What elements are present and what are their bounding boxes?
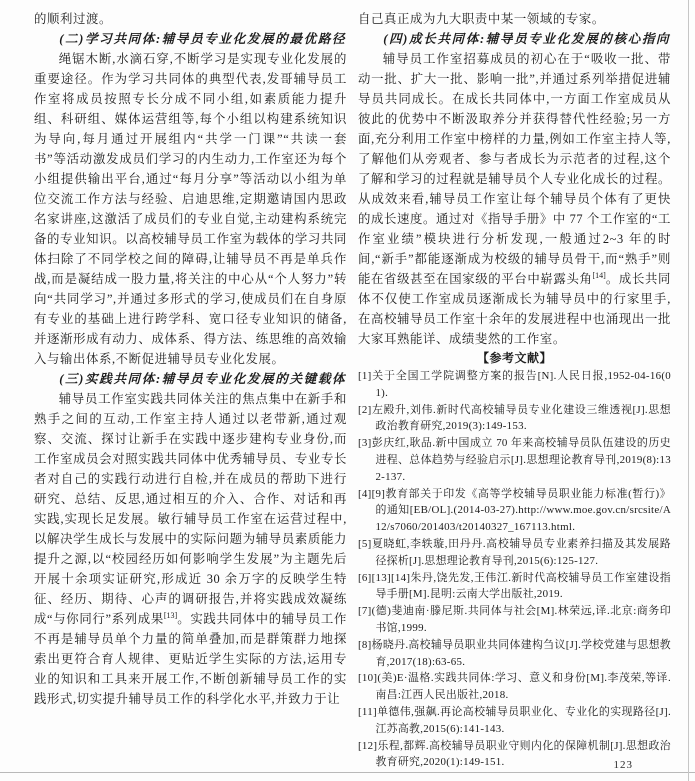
reference-item-1: [1]关于全国工学院调整方案的报告[N].人民日报,1952-04-16(01).	[358, 370, 671, 399]
paragraph-text-segment: 辅导员工作室招募成员的初心在于“吸收一批、带动一批、扩大一批、影响一批”,并通过系列举措促进辅导员共同成长。在成长共同体中,一方面工作室成员从彼此的优势中不断汲取养分并获得替代性经验;另一方面,充分利用工作室中榜样的力量,例如工作室主持人等,了解他们从旁观者、参与者成长为示范者的过程,这个了解和学习的过程就是辅导员个人专业化成长的过程。从成效来看,辅导员工作室让每个辅导员个体有了更快的成长速度。通过对《指导手册》中 77 个工作室的“工作室业绩”模块进行分析发现,一般通过2~3 年的时间,“新手”都能逐渐成为校级的辅导员骨干,而“熟手”则能在省级甚至在国家级的平台中崭露头角	[358, 52, 671, 286]
references-list	[358, 368, 671, 771]
right-column	[358, 9, 671, 771]
paragraph-text-segment: 。实践共同体中的辅导员工作不再是辅导员单个力量的简单叠加,而是群策群力地探索出更符合育人规律、更贴近学生实际的方法,运用专业的知识和工具来开展工作,不断创新辅导员工作的实践形式,切实提升辅导员工作的科学化水平,并致力于让	[34, 612, 347, 706]
body-paragraph-growth-community	[358, 49, 671, 349]
body-paragraph-practice-community	[34, 389, 347, 709]
reference-item-10: [10](美)E·温格.实践共同体:学习、意义和身份[M].李茂荣,等译.南昌:江西人民出版社,2018.	[358, 672, 671, 702]
paragraph-text-segment: 。成长共同体不仅使工作室成员逐渐成长为辅导员中的行家里手,在高校辅导员工作室十余年的发展进程中也涌现出一批大家耳熟能详、成绩斐然的工作室。	[358, 272, 671, 346]
reference-item-7: [7](德)斐迪南·滕尼斯.共同体与社会[M].林荣远,译.北京:商务印书馆,1999.	[358, 605, 671, 634]
reference-item-6: [6][13][14]朱丹,饶先发,王伟江.新时代高校辅导员工作室建设指导手册[M].昆明:云南大学出版社,2019.	[358, 571, 671, 601]
paragraph-carryover-left: 的顺利过渡。	[34, 12, 112, 26]
paragraph-text-segment: 辅导员工作室实践共同体关注的焦点集中在新手和熟手之间的互动,工作室主持人通过以老带新,通过观察、交流、探讨让新手在实践中逐步建构专业身份,而工作室成员会对照实践共同体中优秀辅导员、专业专长者对自己的实践行动进行自检,并在成员的帮助下进行研究、总结、反思,通过相互的介入、合作、对话和再实践,实现长足发展。敏行辅导员工作室在运营过程中,以解决学生成长与发展中的实际问题为辅导员素质能力提升之源,以“校园经历如何影响学生发展”为主题先后开展十余项实证研究,形成近 30 余万字的反映学生特征、经历、期待、心声的调研报告,并将实践成效凝练成“与你同行”系列成果	[34, 392, 347, 626]
section-heading-4: (四)成长共同体:辅导员专业化发展的核心指向	[383, 32, 671, 46]
page-bottom-edge-line	[0, 772, 695, 773]
references-header: 【参考文献】	[476, 351, 552, 365]
left-column	[34, 9, 347, 771]
page-number: 123	[613, 759, 633, 771]
section-heading-2: (二)学习共同体:辅导员专业化发展的最优路径	[59, 32, 347, 46]
reference-item-8: [8]杨晓丹.高校辅导员职业共同体建构刍议[J].学校党建与思想教育,2017(18):63-65.	[358, 638, 671, 668]
reference-item-12: [12]乐程,都辉.高校辅导员职业守则内化的保障机制[J].思想政治教育研究,2020(1):149-151.	[358, 739, 671, 769]
paragraph-carryover-right: 自己真正成为九大职责中某一领域的专家。	[358, 12, 605, 26]
citation-superscript-13: [13]	[163, 610, 178, 620]
citation-superscript-14: [14]	[592, 270, 606, 280]
section-heading-3: (三)实践共同体:辅导员专业化发展的关键载体	[59, 372, 347, 386]
page-right-edge-line	[688, 0, 689, 781]
reference-item-2: [2]左殿升,刘伟.新时代高校辅导员专业化建设三维透视[J].思想政治教育研究,2019(3):149-153.	[358, 403, 671, 433]
reference-item-5: [5]夏晓虹,李轶璇,田丹丹.高校辅导员专业素养扫描及其发展路径探析[J].思想理论教育导刊,2015(6):125-127.	[358, 537, 671, 567]
reference-item-4: [4][9]教育部关于印发《高等学校辅导员职业能力标准(暂行)》的通知[EB/OL].(2014-03-27).http://www.moe.gov.cn/srcsite/A12/s7060/201403/t20140327_167113.html.	[358, 487, 671, 534]
reference-item-3: [3]彭庆红,耿品.新中国成立 70 年来高校辅导员队伍建设的历史进程、总体趋势与经验启示[J].思想理论教育导刊,2019(8):132-137.	[358, 437, 671, 483]
reference-item-11: [11]单德伟,强飙.再论高校辅导员职业化、专业化的实现路径[J].江苏高教,2015(6):141-143.	[358, 705, 671, 735]
body-paragraph-learning-community: 绳锯木断,水滴石穿,不断学习是实现专业化发展的重要途径。作为学习共同体的典型代表,发哥辅导员工作室将成员按照专长分成不同小组,如素质能力提升组、科研组、媒体运营组等,每个小组以构建系统知识为导向,每月通过开展组内“共学一门课”“共读一套书”等活动激发成员们学习的内生动力,工作室还为每个小组提供输出平台,通过“每月分享”等活动以小组为单位交流工作方法与经验、启迪思维,定期邀请国内思政名家讲座,这激活了成员们的专业自觉,主动建构系统完备的专业知识。以高校辅导员工作室为载体的学习共同体扫除了不同学校之间的障碍,让辅导员不再是单兵作战,而是凝结成一股力量,将关注的中心从“个人努力”转向“共同学习”,并通过多形式的学习,使成员们在自身原有专业的基础上进行跨学科、宽口径专业知识的储备,并逐渐形成有动力、成体系、得方法、练思维的高效输入与输出体系,不断促进辅导员专业化发展。	[34, 52, 347, 366]
